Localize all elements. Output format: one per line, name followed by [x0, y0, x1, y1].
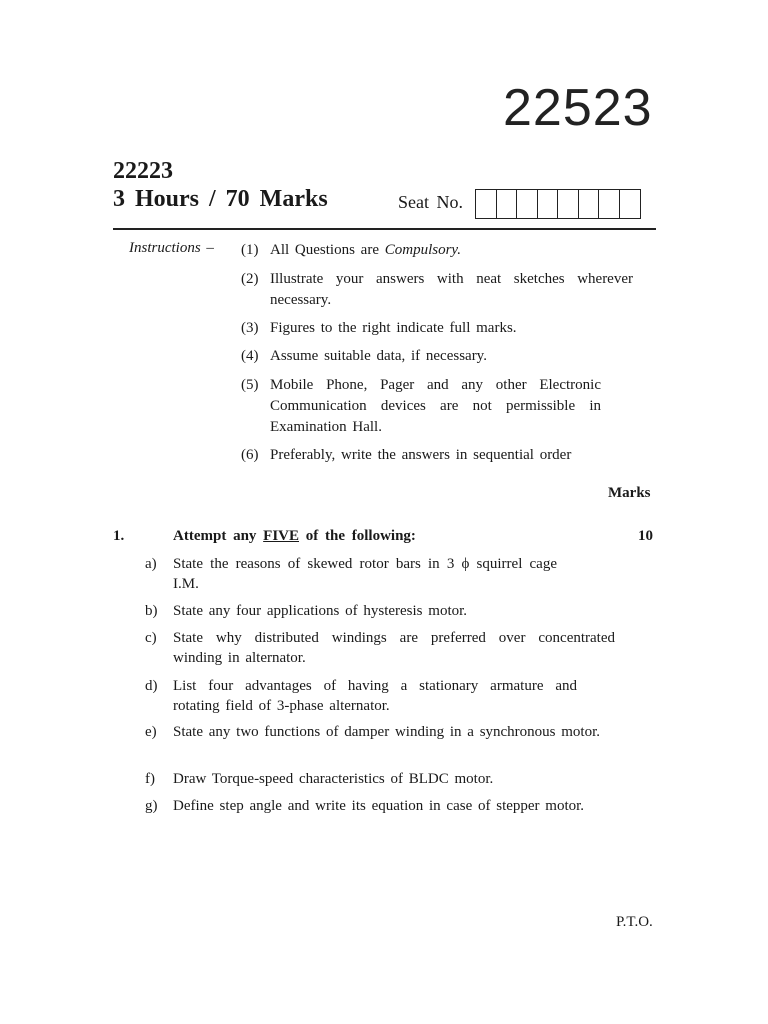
instruction-text: All Questions are Compulsory.	[270, 242, 461, 258]
seat-digit-box[interactable]	[620, 190, 641, 218]
instruction-number: (6)	[241, 447, 259, 463]
sub-question-label: c)	[145, 630, 157, 646]
sub-question	[145, 796, 592, 816]
instruction-item	[241, 269, 633, 311]
instruction-number: (2)	[241, 271, 259, 287]
sub-question-text: Define step angle and write its equation in case of stepper motor.	[173, 798, 585, 814]
seat-digit-box[interactable]	[599, 190, 620, 218]
seat-digit-box[interactable]	[579, 190, 600, 218]
question-marks: 10	[638, 528, 653, 544]
instruction-text: Figures to the right indicate full marks.	[270, 320, 517, 336]
paper-code: 22523	[503, 79, 653, 137]
seat-number-label: Seat No.	[398, 192, 463, 212]
duration-marks: 3 Hours / 70 Marks	[113, 186, 328, 212]
sub-question-label: a)	[145, 556, 157, 572]
question-number: 1.	[113, 528, 125, 544]
sub-question	[145, 554, 557, 594]
sub-question	[145, 722, 607, 742]
instruction-text: Preferably, write the answers in sequential order	[270, 447, 572, 463]
sub-question-text: State the reasons of skewed rotor bars in 3 ϕ squirrel cage I.M.	[173, 556, 557, 592]
sub-question-label: f)	[145, 771, 155, 787]
sub-question-text: State any four applications of hysteresis motor.	[173, 603, 468, 619]
instruction-item	[241, 240, 633, 261]
seat-digit-box[interactable]	[476, 190, 497, 218]
sub-question-label: g)	[145, 798, 158, 814]
instruction-text: Illustrate your answers with neat sketches wherever necessary.	[270, 271, 633, 308]
instruction-number: (3)	[241, 320, 259, 336]
seat-digit-box[interactable]	[497, 190, 518, 218]
sub-question	[145, 769, 615, 789]
sub-question-text: State why distributed windings are preferred over concentrated winding in alternator.	[173, 630, 615, 666]
instruction-number: (1)	[241, 242, 259, 258]
sub-question-text: State any two functions of damper winding in a synchronous motor.	[173, 724, 601, 740]
sub-question-label: d)	[145, 678, 158, 694]
question-heading: Attempt any FIVE of the following:	[173, 528, 416, 544]
seat-number-boxes[interactable]	[475, 189, 641, 219]
page-turn-note: P.T.O.	[616, 914, 653, 930]
instruction-number: (4)	[241, 348, 259, 364]
sub-question-text: List four advantages of having a stationary armature and rotating field of 3-phase alternator.	[173, 678, 577, 714]
seat-digit-box[interactable]	[517, 190, 538, 218]
instruction-item	[241, 346, 633, 367]
instruction-item	[241, 318, 633, 339]
seat-digit-box[interactable]	[558, 190, 579, 218]
question-emphasis: FIVE	[263, 528, 299, 544]
sub-question	[145, 628, 615, 668]
instructions-label: Instructions –	[129, 240, 214, 256]
marks-column-header: Marks	[608, 485, 651, 501]
seat-digit-box[interactable]	[538, 190, 559, 218]
instruction-number: (5)	[241, 377, 259, 393]
instruction-text: Assume suitable data, if necessary.	[270, 348, 487, 364]
sub-question-text: Draw Torque-speed characteristics of BLDC motor.	[173, 771, 494, 787]
sub-question-label: b)	[145, 603, 158, 619]
instruction-item	[241, 375, 601, 438]
header-divider	[113, 228, 656, 230]
instruction-text: Mobile Phone, Pager and any other Electronic Communication devices are not permissible in Examination Hall.	[270, 377, 601, 435]
subject-code: 22223	[113, 158, 173, 184]
instruction-item	[241, 445, 633, 466]
sub-question	[145, 676, 577, 716]
sub-question	[145, 601, 615, 621]
sub-question-label: e)	[145, 724, 157, 740]
